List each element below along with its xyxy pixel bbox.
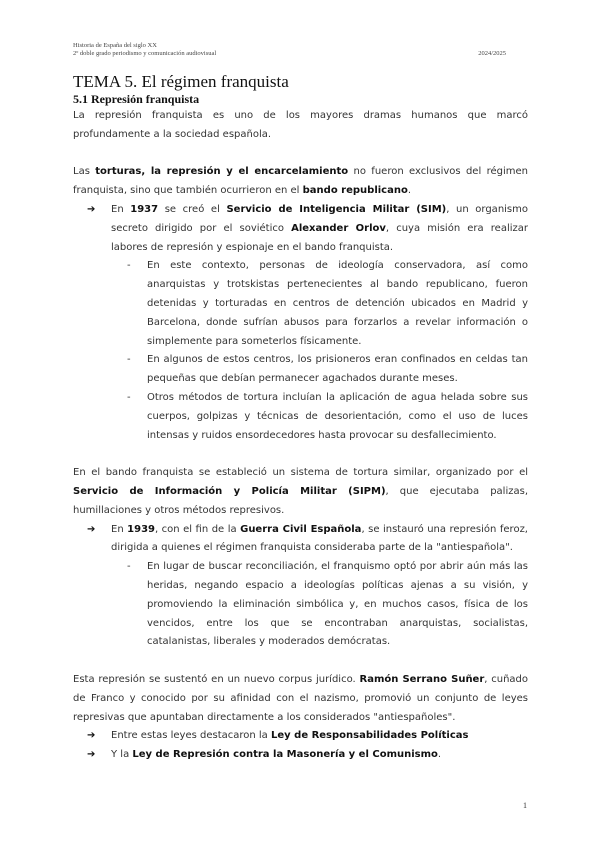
header-year: 2024/2025 xyxy=(478,50,506,57)
dash-item: - Otros métodos de tortura incluían la aplicación de agua helada sobre sus cuerpos, golpizas y técnicas de desorientación, como el uso de luces intensas y ruidos ensordecedores hasta provocar su desfallecimiento. xyxy=(73,389,528,445)
bullet-sim: ➔ En 1937 se creó el Servicio de Inteligencia Militar (SIM), un organismo secreto dirigido por el soviético Alexander Orlov, cuya misión era realizar labores de represión y espionaje en el bando franquista. xyxy=(73,201,528,257)
bullet-law-masonry: ➔ Y la Ley de Represión contra la Masonería y el Comunismo. xyxy=(73,746,528,765)
dash-item: - En lugar de buscar reconciliación, el franquismo optó por abrir aún más las heridas, negando espacio a ideologías políticas ajenas a su visión, y promoviendo la eliminación simbólica y, en muchos casos, física de los vencidos, entre los que se encontraban anarquistas, socialistas, catalanistas, liberales y moderados demócratas. xyxy=(73,558,528,652)
header-course-title: Historia de España del siglo XX xyxy=(73,42,157,49)
page-title: TEMA 5. El régimen franquista xyxy=(73,72,289,91)
dash-item: - En algunos de estos centros, los prisioneros eran confinados en celdas tan pequeñas que debían permanecer agachados durante meses. xyxy=(73,351,528,389)
page-number: 1 xyxy=(523,801,527,810)
paragraph-sipm: En el bando franquista se estableció un sistema de tortura similar, organizado por el Servicio de Información y Policía Militar (SIPM), que ejecutaba palizas, humillaciones y otros métodos represivos. xyxy=(73,467,528,516)
dash-icon: - xyxy=(127,260,131,272)
section-title: 5.1 Represión franquista xyxy=(73,92,200,106)
paragraph-legal-corpus: Esta represión se sustentó en un nuevo corpus jurídico. Ramón Serrano Suñer, cuñado de Franco y conocido por su afinidad con el nazismo, promovió un conjunto de leyes represivas que apuntaban directamente a los considerados "antiespañoles". xyxy=(73,673,529,723)
arrow-icon: ➔ xyxy=(87,749,96,761)
bullet-civil-war: ➔ En 1939, con el fin de la Guerra Civil Española, se instauró una represión feroz, dirigida a quienes el régimen franquista consideraba parte de la "antiespañola". xyxy=(73,521,528,559)
dash-icon: - xyxy=(127,391,131,403)
document-body xyxy=(73,72,528,765)
arrow-icon: ➔ xyxy=(87,730,96,742)
bullet-law-responsibilities: ➔ Entre estas leyes destacaron la Ley de Responsabilidades Políticas xyxy=(73,727,528,746)
dash-icon: - xyxy=(127,354,131,366)
intro-paragraph: La represión franquista es uno de los mayores dramas humanos que marcó profundamente a la sociedad española. xyxy=(73,110,528,140)
header-degree: 2º doble grado periodismo y comunicación audiovisual xyxy=(73,50,217,57)
paragraph-torture: Las torturas, la represión y el encarcelamiento no fueron exclusivos del régimen franquista, sino que también ocurrieron en el bando republicano. xyxy=(73,166,528,197)
dash-item: - En este contexto, personas de ideología conservadora, así como anarquistas y trotskistas pertenecientes al bando republicano, fueron detenidas y torturadas en centros de detención ubicados en Madrid y Barcelona, donde sufrían abusos para forzarlos a revelar información o simplemente para someterlos físicamente. xyxy=(73,257,528,351)
arrow-icon: ➔ xyxy=(87,203,96,215)
arrow-icon: ➔ xyxy=(87,523,96,535)
dash-icon: - xyxy=(127,561,131,573)
